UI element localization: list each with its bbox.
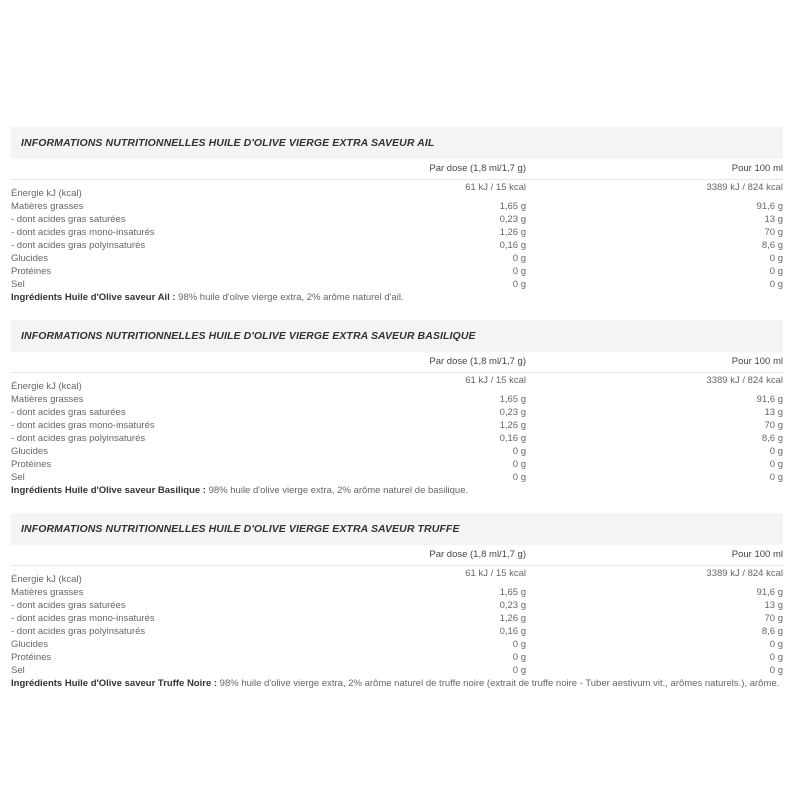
section-basilique <box>11 320 783 513</box>
nutrition-document <box>11 127 783 706</box>
table-row: - dont acides gras polyinsaturés 0,16 g 8,6 g <box>11 433 783 444</box>
table-row: - dont acides gras mono-insaturés 1,26 g 70 g <box>11 227 783 238</box>
table-row: Glucides 0 g 0 g <box>11 253 783 264</box>
table-row: Énergie kJ (kcal) 61 kJ / 15 kcal 3389 kJ / 824 kcal <box>11 375 783 392</box>
table-row: Sel 0 g 0 g <box>11 472 783 483</box>
table-row: Glucides 0 g 0 g <box>11 639 783 650</box>
ingredients-text: Ingrédients Huile d'Olive saveur Basilique : 98% huile d'olive vierge extra, 2% arôme naturel de basilique. <box>11 485 469 496</box>
table-row: - dont acides gras saturées 0,23 g 13 g <box>11 407 783 418</box>
table-row: - dont acides gras saturées 0,23 g 13 g <box>11 214 783 225</box>
column-headers <box>11 545 783 566</box>
table-row: Matières grasses 1,65 g 91,6 g <box>11 394 783 405</box>
ingredients-text: Ingrédients Huile d'Olive saveur Truffe Noire : 98% huile d'olive vierge extra, 2% arôme naturel de truffe noire (extrait de truffe noire - Tuber aestivum vit., arômes naturels.), arôme. <box>11 678 780 689</box>
table-row: Protéines 0 g 0 g <box>11 459 783 470</box>
table-row: Protéines 0 g 0 g <box>11 652 783 663</box>
table-row: Énergie kJ (kcal) 61 kJ / 15 kcal 3389 kJ / 824 kcal <box>11 182 783 199</box>
table-row: - dont acides gras mono-insaturés 1,26 g 70 g <box>11 613 783 624</box>
table-row: Matières grasses 1,65 g 91,6 g <box>11 201 783 212</box>
table-row: Sel 0 g 0 g <box>11 279 783 290</box>
table-row: Sel 0 g 0 g <box>11 665 783 676</box>
col-100-header: Pour 100 ml <box>731 549 783 560</box>
col-dose-header: Par dose (1,8 ml/1,7 g) <box>429 356 526 367</box>
section-title: INFORMATIONS NUTRITIONNELLES HUILE D'OLIVE VIERGE EXTRA SAVEUR BASILIQUE <box>11 320 783 352</box>
table-row: - dont acides gras polyinsaturés 0,16 g 8,6 g <box>11 626 783 637</box>
section-ail <box>11 127 783 320</box>
table-row: - dont acides gras polyinsaturés 0,16 g 8,6 g <box>11 240 783 251</box>
section-title: INFORMATIONS NUTRITIONNELLES HUILE D'OLIVE VIERGE EXTRA SAVEUR AIL <box>11 127 783 159</box>
col-dose-header: Par dose (1,8 ml/1,7 g) <box>429 549 526 560</box>
section-truffe <box>11 513 783 706</box>
table-row: Matières grasses 1,65 g 91,6 g <box>11 587 783 598</box>
table-row: Énergie kJ (kcal) 61 kJ / 15 kcal 3389 kJ / 824 kcal <box>11 568 783 585</box>
table-row: Protéines 0 g 0 g <box>11 266 783 277</box>
column-headers <box>11 159 783 180</box>
section-title: INFORMATIONS NUTRITIONNELLES HUILE D'OLIVE VIERGE EXTRA SAVEUR TRUFFE <box>11 513 783 545</box>
col-100-header: Pour 100 ml <box>731 356 783 367</box>
column-headers <box>11 352 783 373</box>
table-row: - dont acides gras saturées 0,23 g 13 g <box>11 600 783 611</box>
ingredients-text: Ingrédients Huile d'Olive saveur Ail : 98% huile d'olive vierge extra, 2% arôme naturel d'ail. <box>11 292 404 303</box>
col-dose-header: Par dose (1,8 ml/1,7 g) <box>429 163 526 174</box>
table-row: Glucides 0 g 0 g <box>11 446 783 457</box>
col-100-header: Pour 100 ml <box>731 163 783 174</box>
table-row: - dont acides gras mono-insaturés 1,26 g 70 g <box>11 420 783 431</box>
